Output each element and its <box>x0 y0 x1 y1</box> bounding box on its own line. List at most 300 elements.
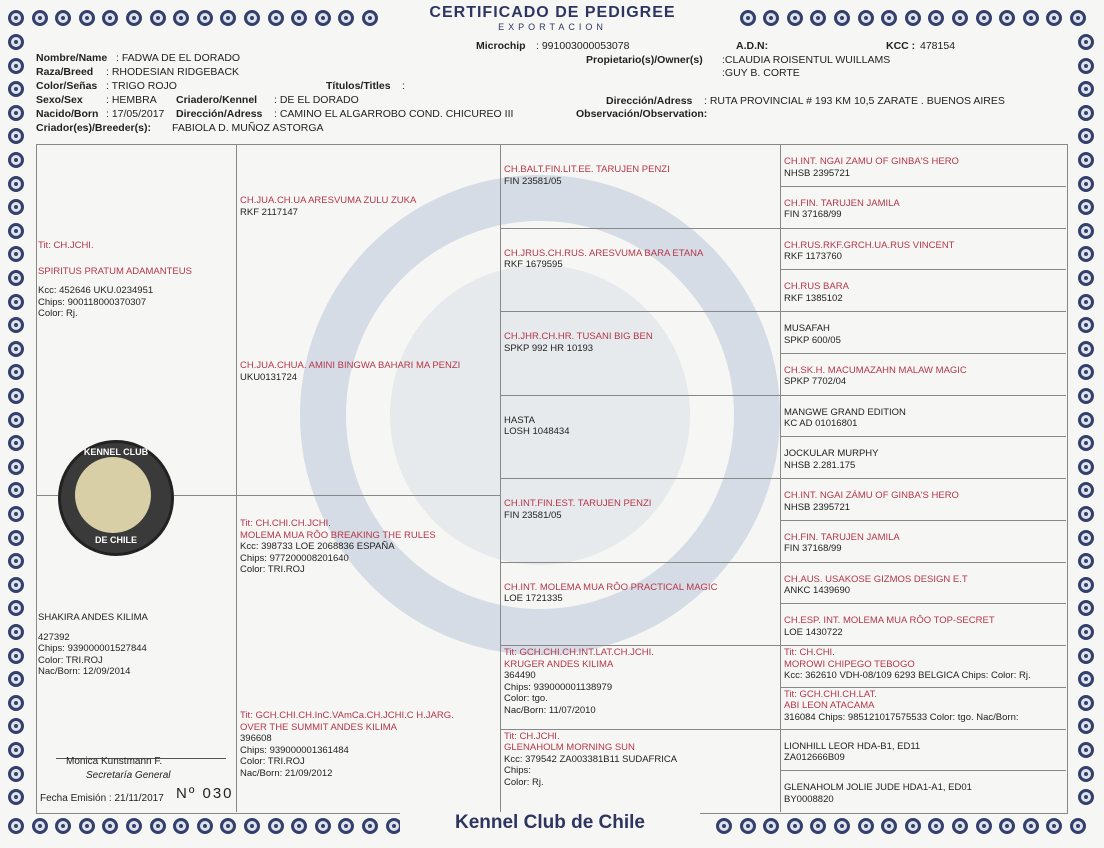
border-ring <box>315 10 331 26</box>
grandparent-detail: RKF 2117147 <box>240 206 298 218</box>
grid-row-line <box>780 478 1066 479</box>
border-ring <box>338 10 354 26</box>
breed-value: : RHODESIAN RIDGEBACK <box>106 66 240 78</box>
owner-address-label: Dirección/Adress <box>606 95 693 107</box>
great-grandparent-detail: Nac/Born: 11/07/2010 <box>504 704 596 716</box>
grandparent-detail: Nac/Born: 21/09/2012 <box>240 767 333 779</box>
border-ring <box>8 81 24 97</box>
border-ring <box>881 10 897 26</box>
border-ring <box>1070 818 1086 834</box>
great-grandparent-detail: Color: Rj. <box>504 776 544 788</box>
great-great-grandparent-cell <box>784 240 1064 263</box>
border-ring <box>1078 553 1094 569</box>
grandparent-titles: Tit: GCH.CHI.CH.InC.VAmCa.CH.JCHI.C H.JARG. <box>240 710 454 721</box>
border-ring <box>79 818 95 834</box>
breed-label: Raza/Breed <box>36 66 94 78</box>
great-grandparent-cell <box>504 331 776 354</box>
owner-label: Propietario(s)/Owner(s) <box>586 54 703 66</box>
grid-row-line <box>780 311 1066 312</box>
border-ring <box>8 435 24 451</box>
border-ring <box>150 818 166 834</box>
border-ring <box>1078 223 1094 239</box>
border-ring <box>1078 105 1094 121</box>
border-ring <box>976 818 992 834</box>
great-great-grandparent-name: CH.INT. NGAI ZAMU OF GINBA'S HERO <box>784 156 959 167</box>
grandparent-cell <box>240 518 494 576</box>
border-ring <box>787 10 803 26</box>
sire-cell <box>38 240 232 320</box>
great-great-grandparent-name: GLENAHOLM JOLIE JUDE HDA1-A1, ED01 <box>784 782 972 794</box>
border-ring <box>952 10 968 26</box>
border-ring <box>1078 530 1094 546</box>
sex-label: Sexo/Sex <box>36 94 83 106</box>
border-ring <box>1078 152 1094 168</box>
border-ring <box>8 105 24 121</box>
breeder-label: Criador(es)/Breeder(s): <box>36 122 151 134</box>
great-great-grandparent-cell <box>784 741 1064 764</box>
dam-reg: 427392 <box>38 631 70 643</box>
border-ring <box>716 818 732 834</box>
border-ring <box>1078 766 1094 782</box>
great-great-grandparent-name: CH.FIN. TARUJEN JAMILA <box>784 197 900 209</box>
border-ring <box>8 459 24 475</box>
border-ring <box>8 600 24 616</box>
border-ring <box>740 10 756 26</box>
great-great-grandparent-titles: Tit: CH.CHI. <box>784 647 835 658</box>
owner-value-1: :CLAUDIA ROISENTUL WUILLAMS <box>722 54 891 66</box>
great-great-grandparent-detail: FIN 37168/99 <box>784 209 842 221</box>
great-great-grandparent-detail: FIN 37168/99 <box>784 543 842 555</box>
great-grandparent-detail: FIN 23581/05 <box>504 175 562 187</box>
border-ring <box>1078 671 1094 687</box>
border-ring <box>740 818 756 834</box>
great-grandparent-detail: LOE 1721335 <box>504 593 563 604</box>
grandparent-detail: Chips: 977200008201640 <box>240 552 349 564</box>
great-great-grandparent-name: CH.FIN. TARUJEN JAMILA <box>784 531 900 543</box>
border-ring <box>8 530 24 546</box>
great-great-grandparent-detail: 316084 Chips: 985121017575533 Color: tgo. Nac/Born: <box>784 711 1019 723</box>
grid-row-line <box>500 478 780 479</box>
great-great-grandparent-detail: SPKP 7702/04 <box>784 376 847 388</box>
border-ring <box>32 10 48 26</box>
border-ring <box>1078 435 1094 451</box>
grid-row-line <box>500 395 780 396</box>
great-grandparent-name: CH.INT. MOLEMA MUA RÔO PRACTICAL MAGIC <box>504 581 718 593</box>
border-ring <box>8 341 24 357</box>
great-great-grandparent-name: MANGWE GRAND EDITION <box>784 406 906 418</box>
microchip-label: Microchip <box>476 40 526 52</box>
border-ring <box>8 246 24 262</box>
grandparent-name: MOLEMA MUA RÔO BREAKING THE RULES <box>240 529 436 541</box>
border-ring <box>338 818 354 834</box>
observation-label: Observación/Observation: <box>576 108 708 120</box>
border-ring <box>858 818 874 834</box>
great-grandparent-titles: Tit: GCH.CHI.CH.INT.LAT.CH.JCHI. <box>504 647 654 658</box>
border-ring <box>55 10 71 26</box>
grandparent-cell <box>240 360 494 383</box>
border-ring <box>268 10 284 26</box>
great-great-grandparent-detail: SPKP 600/05 <box>784 334 841 346</box>
certificate-subtitle: EXPORTACION <box>498 22 607 32</box>
border-ring <box>999 818 1015 834</box>
owner-address-value: : RUTA PROVINCIAL # 193 KM 10,5 ZARATE . BUENOS AIRES <box>704 95 1005 107</box>
border-ring <box>1023 818 1039 834</box>
great-grandparent-name: CH.INT.FIN.EST. TARUJEN PENZI <box>504 498 652 509</box>
border-ring <box>173 10 189 26</box>
dam-name: SHAKIRA ANDES KILIMA <box>38 612 148 623</box>
great-great-grandparent-name: MUSAFAH <box>784 323 830 334</box>
border-ring <box>1078 199 1094 215</box>
border-ring <box>1078 317 1094 333</box>
grid-row-line <box>780 562 1066 563</box>
border-ring <box>362 818 378 834</box>
border-ring <box>834 10 850 26</box>
great-great-grandparent-cell <box>784 323 1064 346</box>
grid-row-line <box>500 729 780 730</box>
great-great-grandparent-cell <box>784 407 1064 430</box>
great-great-grandparent-detail: KC AD 01016801 <box>784 418 858 429</box>
border-ring <box>1078 294 1094 310</box>
border-ring <box>150 10 166 26</box>
grandparent-cell <box>240 710 494 779</box>
border-ring <box>834 818 850 834</box>
great-grandparent-detail: Color: tgo. <box>504 693 548 704</box>
sex-value: : HEMBRA <box>106 94 157 106</box>
border-ring <box>8 718 24 734</box>
great-great-grandparent-cell <box>784 490 1064 513</box>
signature-name: Monica Kunstmann F. <box>66 756 163 767</box>
great-great-grandparent-titles: Tit: GCH.CHI.CH.LAT. <box>784 688 877 700</box>
grid-row-line <box>500 562 780 563</box>
border-ring <box>8 766 24 782</box>
border-ring <box>1078 624 1094 640</box>
border-ring <box>881 818 897 834</box>
kennel-club-logo <box>58 440 174 556</box>
border-ring <box>362 10 378 26</box>
border-ring <box>126 818 142 834</box>
grandparent-cell <box>240 195 494 218</box>
grid-row-line <box>780 228 1066 229</box>
grandparent-name: CH.JUA.CH.UA ARESVUMA ZULU ZUKA <box>240 195 417 206</box>
border-ring <box>1078 388 1094 404</box>
dam-born: Nac/Born: 12/09/2014 <box>38 666 131 677</box>
great-great-grandparent-detail: NHSB 2395721 <box>784 501 851 513</box>
address-value: : CAMINO EL ALGARROBO COND. CHICUREO III <box>274 108 514 120</box>
grid-row-line <box>236 495 500 496</box>
adn-label: A.D.N: <box>736 40 769 52</box>
kennel-label: Criadero/Kennel <box>176 94 258 106</box>
border-ring <box>291 818 307 834</box>
border-ring <box>1078 128 1094 144</box>
grandparent-detail: UKU0131724 <box>240 371 298 383</box>
certificate-number: Nº 030 <box>176 785 234 802</box>
great-great-grandparent-detail: NHSB 2.281.175 <box>784 459 856 471</box>
owner-value-2: :GUY B. CORTE <box>722 67 800 79</box>
border-ring <box>8 506 24 522</box>
name-value: : FADWA DE EL DORADO <box>116 52 241 64</box>
great-grandparent-name: GLENAHOLM MORNING SUN <box>504 742 635 753</box>
grid-row-line <box>780 645 1066 646</box>
great-great-grandparent-detail: ANKC 1439690 <box>784 585 851 596</box>
border-ring <box>8 128 24 144</box>
border-ring <box>1078 176 1094 192</box>
border-ring <box>8 364 24 380</box>
border-ring <box>976 10 992 26</box>
issue-date: Fecha Emisión : 21/11/2017 <box>40 793 164 804</box>
great-great-grandparent-name: CH.SK.H. MACUMAZAHN MALAW MAGIC <box>784 364 967 376</box>
grid-col-line <box>236 144 237 812</box>
grandparent-detail: Color: TRI.ROJ <box>240 756 305 767</box>
grid-row-line <box>500 311 780 312</box>
border-ring <box>1078 695 1094 711</box>
sire-name: SPIRITUS PRATUM ADAMANTEUS <box>38 265 192 277</box>
border-ring <box>1023 10 1039 26</box>
grid-row-line <box>780 269 1066 270</box>
great-great-grandparent-cell <box>784 615 1064 638</box>
border-ring <box>8 412 24 428</box>
border-ring <box>315 818 331 834</box>
grid-row-line <box>780 520 1066 521</box>
color-value: : TRIGO ROJO <box>106 80 177 92</box>
great-great-grandparent-cell <box>784 647 1064 682</box>
great-great-grandparent-name: CH.INT. NGAI ZÁMU OF GINBA'S HERO <box>784 490 959 501</box>
border-ring <box>8 624 24 640</box>
border-ring <box>1070 10 1086 26</box>
border-ring <box>268 818 284 834</box>
great-grandparent-cell <box>504 731 776 789</box>
border-ring <box>1078 341 1094 357</box>
great-great-grandparent-cell <box>784 281 1064 304</box>
certificate-title-box <box>380 4 725 40</box>
great-great-grandparent-cell <box>784 365 1064 388</box>
sire-titles: Tit: CH.JCHI. <box>38 240 94 251</box>
border-ring <box>8 10 24 26</box>
border-ring <box>905 818 921 834</box>
border-ring <box>928 10 944 26</box>
border-ring <box>8 577 24 593</box>
border-ring <box>8 553 24 569</box>
border-ring <box>8 270 24 286</box>
border-ring <box>1078 364 1094 380</box>
great-great-grandparent-detail: BY0008820 <box>784 793 834 805</box>
sire-color: Color: Rj. <box>38 308 78 319</box>
grandparent-detail: Chips: 939000001361484 <box>240 744 349 756</box>
great-grandparent-name: CH.JHR.CH.HR. TUSANI BIG BEN <box>504 331 653 342</box>
microchip-value: : 991003000053078 <box>536 40 630 52</box>
border-ring <box>79 10 95 26</box>
border-ring <box>8 294 24 310</box>
sire-chip: Chips: 900118000370307 <box>38 296 147 308</box>
border-ring <box>197 10 213 26</box>
border-ring <box>810 10 826 26</box>
great-great-grandparent-detail: ZA012666B09 <box>784 752 845 763</box>
grid-row-line <box>780 436 1066 437</box>
border-ring <box>220 10 236 26</box>
great-great-grandparent-name: LIONHILL LEOR HDA-B1, ED11 <box>784 740 921 752</box>
great-great-grandparent-name: CH.RUS.RKF.GRCH.UA.RUS VINCENT <box>784 239 955 251</box>
great-grandparent-name: KRUGER ANDES KILIMA <box>504 658 614 670</box>
border-ring <box>291 10 307 26</box>
great-great-grandparent-cell <box>784 782 1064 805</box>
dam-cell <box>38 612 232 678</box>
great-great-grandparent-name: ABI LEON ATACAMA <box>784 700 875 712</box>
great-grandparent-cell <box>504 248 776 271</box>
border-ring <box>952 818 968 834</box>
grid-row-line <box>500 228 780 229</box>
dam-color: Color: TRI.ROJ <box>38 654 103 666</box>
border-ring <box>8 199 24 215</box>
breeder-value: FABIOLA D. MUÑOZ ASTORGA <box>172 122 324 134</box>
border-ring <box>220 818 236 834</box>
great-great-grandparent-detail: RKF 1385102 <box>784 292 843 304</box>
border-ring <box>55 818 71 834</box>
great-grandparent-detail: SPKP 992 HR 10193 <box>504 342 594 354</box>
born-value: : 17/05/2017 <box>106 108 165 120</box>
border-ring <box>1078 270 1094 286</box>
border-ring <box>810 818 826 834</box>
great-great-grandparent-name: MOROWI CHIPEGO TEBOGO <box>784 658 915 670</box>
border-ring <box>1078 600 1094 616</box>
great-great-grandparent-name: CH.AUS. USAKOSE GIZMOS DESIGN E.T <box>784 573 968 585</box>
name-label: Nombre/Name <box>36 52 108 64</box>
logo-top-text: KENNEL CLUB <box>83 447 149 457</box>
border-ring <box>102 818 118 834</box>
signature-role: Secretaría General <box>86 770 171 781</box>
border-ring <box>928 818 944 834</box>
border-ring <box>8 388 24 404</box>
border-ring <box>1078 789 1094 805</box>
grid-row-line <box>780 729 1066 730</box>
great-grandparent-detail: Chips: <box>504 765 531 776</box>
grandparent-name: CH.JUA.CHUA. AMINI BINGWA BAHARI MA PENZI <box>240 360 461 371</box>
logo-bottom-text: DE CHILE <box>94 535 137 545</box>
address-label: Dirección/Adress <box>176 108 263 120</box>
grid-row-line <box>780 353 1066 354</box>
great-great-grandparent-cell <box>784 198 1064 221</box>
great-grandparent-name: CH.BALT.FIN.LIT.EE. TARUJEN PENZI <box>504 164 670 175</box>
kennel-value: : DE EL DORADO <box>274 94 359 106</box>
border-ring <box>1078 58 1094 74</box>
kcc-label: KCC : <box>886 40 916 52</box>
border-ring <box>763 10 779 26</box>
border-ring <box>8 317 24 333</box>
grid-row-line <box>500 645 780 646</box>
border-ring <box>1078 648 1094 664</box>
border-ring <box>197 818 213 834</box>
great-grandparent-cell <box>504 647 776 716</box>
border-ring <box>1078 742 1094 758</box>
grandparent-detail: Kcc: 398733 LOE 2068836 ESPAÑA <box>240 541 395 552</box>
border-ring <box>8 648 24 664</box>
great-grandparent-detail: LOSH 1048434 <box>504 426 570 437</box>
great-great-grandparent-name: JOCKULAR MURPHY <box>784 448 879 460</box>
certificate-title: CERTIFICADO DE PEDIGREE <box>429 4 676 21</box>
border-ring <box>8 482 24 498</box>
grid-row-line <box>780 687 1066 688</box>
great-great-grandparent-cell <box>784 574 1064 597</box>
great-grandparent-detail: 364490 <box>504 670 536 681</box>
titles-label: Títulos/Titles <box>326 80 391 92</box>
great-great-grandparent-name: CH.ESP. INT. MOLEMA MUA RÔO TOP-SECRET <box>784 615 995 627</box>
border-ring <box>8 695 24 711</box>
great-grandparent-cell <box>504 164 776 187</box>
great-grandparent-cell <box>504 415 776 438</box>
border-ring <box>8 818 24 834</box>
great-grandparent-cell <box>504 498 776 521</box>
border-ring <box>1078 459 1094 475</box>
grid-row-line <box>780 186 1066 187</box>
border-ring <box>1078 577 1094 593</box>
border-ring <box>763 818 779 834</box>
great-great-grandparent-cell <box>784 689 1064 724</box>
dam-chip: Chips: 939000001527844 <box>38 643 147 654</box>
border-ring <box>1046 10 1062 26</box>
border-ring <box>1046 818 1062 834</box>
titles-value: : <box>402 80 405 92</box>
border-ring <box>244 818 260 834</box>
border-ring <box>32 818 48 834</box>
great-great-grandparent-cell <box>784 448 1064 471</box>
border-ring <box>8 789 24 805</box>
great-great-grandparent-cell <box>784 532 1064 555</box>
border-ring <box>8 176 24 192</box>
border-ring <box>1078 718 1094 734</box>
border-ring <box>1078 482 1094 498</box>
grandparent-detail: 396608 <box>240 733 272 744</box>
born-label: Nacido/Born <box>36 108 99 120</box>
border-ring <box>1078 412 1094 428</box>
border-ring <box>8 742 24 758</box>
sire-reg: Kcc: 452646 UKU.0234951 <box>38 285 154 296</box>
great-great-grandparent-detail: RKF 1173760 <box>784 251 842 262</box>
grid-row-line <box>780 395 1066 396</box>
border-ring <box>8 58 24 74</box>
border-ring <box>787 818 803 834</box>
great-great-grandparent-name: CH.RUS BARA <box>784 281 849 293</box>
grandparent-detail: Color: TRI.ROJ <box>240 564 305 575</box>
grid-row-line <box>780 770 1066 771</box>
color-label: Color/Señas <box>36 80 98 92</box>
kcc-value: 478154 <box>920 40 956 52</box>
great-grandparent-detail: RKF 1679595 <box>504 259 563 270</box>
footer-club-name: Kennel Club de Chile <box>400 812 700 834</box>
border-ring <box>102 10 118 26</box>
great-grandparent-detail: FIN 23581/05 <box>504 509 562 521</box>
great-grandparent-detail: HASTA <box>504 414 535 426</box>
great-grandparent-detail: Chips: 939000001138979 <box>504 681 613 693</box>
border-ring <box>1078 34 1094 50</box>
border-ring <box>244 10 260 26</box>
border-ring <box>8 223 24 239</box>
great-great-grandparent-detail: Kcc: 362610 VDH-08/109 6293 BELGICA Chips: Color: Rj. <box>784 670 1031 681</box>
logo-dog-emblem <box>75 457 151 533</box>
border-ring <box>999 10 1015 26</box>
great-grandparent-detail: Kcc: 379542 ZA003381B11 SUDAFRICA <box>504 753 678 765</box>
border-ring <box>1078 506 1094 522</box>
border-ring <box>1078 81 1094 97</box>
great-grandparent-titles: Tit: CH.JCHI. <box>504 730 560 742</box>
border-ring <box>8 34 24 50</box>
great-great-grandparent-cell <box>784 156 1064 179</box>
border-ring <box>126 10 142 26</box>
border-ring <box>858 10 874 26</box>
grid-row-line <box>780 603 1066 604</box>
great-grandparent-name: CH.JRUS.CH.RUS. ARESVUMA BARA ETANA <box>504 247 704 259</box>
great-grandparent-cell <box>504 582 776 605</box>
border-ring <box>1078 246 1094 262</box>
grandparent-name: OVER THE SUMMIT ANDES KILIMA <box>240 721 397 733</box>
great-great-grandparent-detail: NHSB 2395721 <box>784 167 851 179</box>
